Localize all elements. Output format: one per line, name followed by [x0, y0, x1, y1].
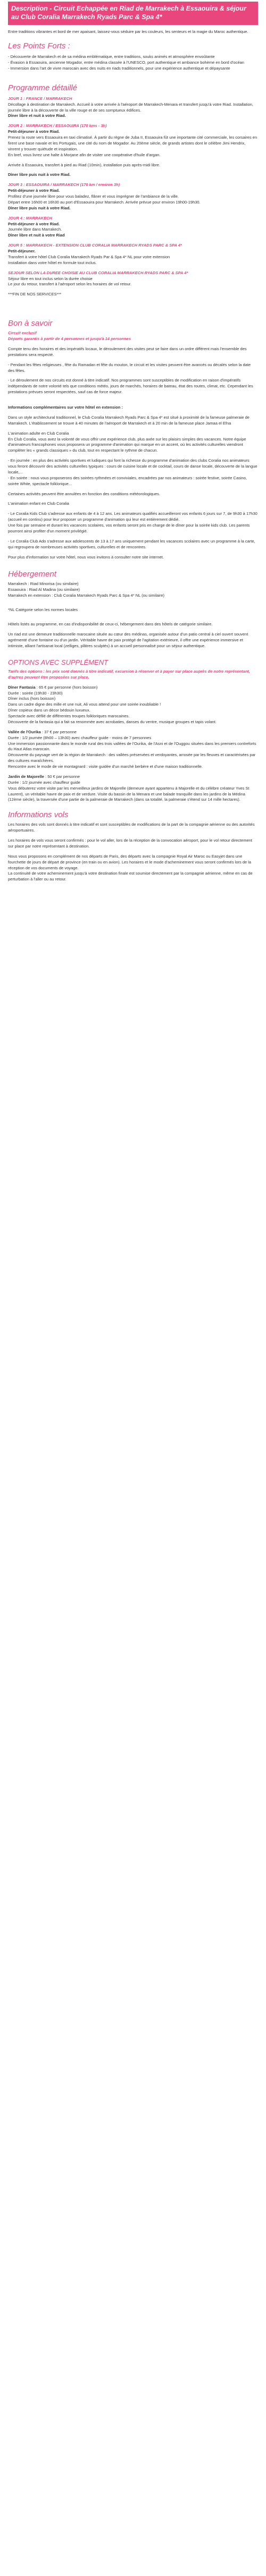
day-heading: JOUR 3 : ESSAOUIRA / MARRAKECH (170 km / environ 3h) — [8, 182, 120, 188]
option-text: Dans un cadre digne des mille et une nuit, Ali vous attend pour une soirée inoubliable ! — [8, 702, 161, 707]
option-price: : 50 € par personne — [44, 774, 80, 779]
day-text: Séjour libre en tout inclus selon la durée choisie — [8, 276, 93, 281]
option-text: Dîner inclus (hors boisson) — [8, 696, 56, 701]
options-title: OPTIONS AVEC SUPPLÉMENT — [8, 658, 109, 667]
lodging-item: Marrakech en extension : Club Coralia Marrakech Ryads Parc & Spa 4* NL (ou similaire) — [8, 593, 165, 598]
day-sub: Petit-déjeuner à votre Riad. — [8, 221, 60, 226]
info-text: Les horaires des vols sont donnés à titre indicatif et sont susceptibles de modifications de la part de la compagnie aérienne ou des autorités aéroportuaires. — [8, 822, 255, 833]
day-text: Décollage à destination de Marrakech. Accueil à votre arrivée à l'aéroport de Marrakech-Menara et transfert jusqu'à votre Riad. Installation, journée libre à la découverte de la ville rouge et de ses somptueux édifices. — [8, 101, 254, 113]
day-text: Journée libre dans Marrakech. — [8, 227, 62, 232]
day-meal: Dîner libre et nuit à votre Riad. — [8, 113, 66, 118]
option-text: Dîner copieux dans un décor bédouin luxueux. — [8, 708, 90, 713]
lodging-item: Essaouira : Riad Al Madina (ou similaire) — [8, 587, 80, 592]
option-text: Spectacle avec défilé de différentes troupes folkloriques marocaines. — [8, 714, 130, 719]
options-note: Tarifs des options : les prix sont donnés à titre indicatif, excursion à réserver et à payer sur place auprès de notre représentant, d'autres peuvent être proposées sur place. — [8, 668, 250, 680]
point-item: - Évasion à Essaouira, ancienne Mogador, entre médina classée à l'UNESCO, port authentique et ambiance bohème en bord d'océan — [8, 60, 244, 65]
option-text: Découverte du paysage vert de la région de Marrakech : des vallées préservées et verdoyantes, arrosée par les fleuves et caractérisées par des cultures maraîchères. — [8, 752, 256, 764]
point-item: - Découverte de Marrakech et de sa médina emblématique, entre traditions, souks animés et atmosphère envoûtante — [8, 54, 215, 60]
lodging-text: Hôtels listés au programme, en cas d'indisponibilité de ceux-ci, hébergement dans des hôtels de catégorie similaire. — [8, 621, 213, 626]
good-text: Compte tenu des horaires et des impératifs locaux, le déroulement des visites peut se faire dans un ordre différent mais l'ensemble des prestations sera respecté. — [8, 346, 247, 357]
program-title: Programme détaillé — [8, 83, 78, 92]
good-title: Bon à savoir — [8, 319, 53, 328]
option-title-line — [8, 774, 258, 780]
info-title: Informations vols — [8, 810, 69, 820]
good-heading: Circuit exclusif — [8, 331, 37, 336]
hotel-info-text: Une fois par semaine et durant les vacances scolaires, vos enfants seront pris en charge de le dîner pour la soirée kids club. Les parents pourront ainsi profiter d'un moment privilégié. — [8, 523, 250, 533]
hotel-info-text: Dans un style architectural traditionnel, le Club Coralia Marrakech Ryads Parc & Spa 4* est situé à proximité de la fameuse palmeraie de Marrakech. L'établissement se trouve à 40 minutes de l'aéroport de Marrakech et à 20 min de la fameuse place Jamaa el Efna — [8, 414, 250, 426]
info-text: Les horaires de vols vous seront confirmés : pour le vol aller, lors de la réception de la convocation aéroport, pour le vol retour directement sur place par notre représentant à destination. — [8, 838, 252, 849]
hotel-info-text: - En soirée : nous vous proposerons des soirées rythmées et conviviales, encadrées par nos animateurs : soirée festive, soirée Casino, soirée White, spectacle folklorique... — [8, 475, 247, 486]
hotel-info-text: En Club Coralia, vous avez la volonté de vous offrir une expérience club, plus axée sur les plaisirs simples des vacances. Notre équipe d'animateurs francophones vous proposera un programme d'animation qui marque en un accent, où les activités culturelles viendront compléter les « grands classiques » du club, tout en respectant le rythme de chacun. — [8, 436, 246, 453]
hotel-info-text: Pour plus d'information sur votre hôtel, nous vous invitons à consulter notre site internet. — [8, 554, 164, 560]
option-text: Vous débuterez votre visite par les merveilleux jardins de Majorelle (demeure ayant appartenu à Majorelle et du célèbre créateur Yves St Laurent), un véritable havre de paix et de verdure. Visite du bassin de la Menara et une balade tranquille dans les jardins de la Médina (12ème siècle), la traversée d'une partie de la palmeraie de Marrakech (dans sa totalité, la palmeraie s'étend sur 14 mille hectares). — [8, 785, 250, 802]
page-title: Description - Circuit Echappée en Riad de Marrakech à Essaouira & séjour au Club Coralia Marrakech Ryads Parc & Spa 4* — [8, 2, 258, 25]
option-text: Rencontre avec le mode de vie montagnard : visite guidée d'un marché berbère et d'une maison traditionnelle. — [8, 764, 203, 769]
page — [0, 0, 266, 883]
option-title-line — [8, 730, 258, 735]
day-sub: Petit-déjeuner. — [8, 249, 36, 253]
day-text: Profitez d'une journée libre pour vous baladez, flâner et vous imprégner de l'ambiance de la ville. — [8, 194, 179, 199]
day-text: En bref, vous livrez une halte à Morjane afin de visiter une coopérative d'huile d'argan. — [8, 152, 161, 157]
option-name: Jardin de Majorelle — [8, 774, 44, 779]
end-services: ***FIN DE NOS SERVICES*** — [8, 292, 62, 297]
hotel-info-section — [8, 395, 258, 560]
option-text: Durée : 1/2 journée avec chauffeur guide — [8, 779, 80, 785]
day-sub: Petit-déjeuner à votre Riad. — [8, 188, 60, 193]
day-text: Départ entre 16h00 et 16h30 au port d'Essaouira pour Marrakech. Arrivée prévue pour environ 19h00-19h30. — [8, 199, 201, 205]
points-title: Les Points Forts : — [8, 41, 70, 51]
program-section — [8, 72, 258, 298]
hotel-info-text: - Le Coralia Club Ado s'adresse aux adolescents de 13 à 17 ans uniquement pendant les vacances scolaires avec un programme à la carte, qui regroupera de nombreuses activités sportives, culturelles et de rencontres. — [8, 538, 255, 549]
day-heading: SEJOUR SELON LA DUREE CHOISIE AU CLUB CORALIA MARRAKECH RYADS PARC & SPA 4* — [8, 270, 188, 275]
good-sub: Départs garantis à partir de 4 personnes et jusqu'à 14 personnes — [8, 336, 131, 341]
day-text: Arrivée à Essaouira, transfert à pied au Riad (10min), installation puis après-midi libre. — [8, 162, 160, 167]
day-heading: JOUR 2 : MARRAKECH / ESSAOUIRA (170 kms - 3h) — [8, 123, 107, 129]
day-heading: JOUR 4 : MARRAKECH — [8, 215, 52, 221]
day-text: Transfert à votre hôtel Club Coralia Marrakech Ryads Par & Spa 4* NL pour votre extension — [8, 254, 170, 259]
hotel-info-text: L'animation enfant en Club Coralia — [8, 501, 69, 506]
good-text: - Pendant les fêtes religieuses , fête du Ramadan et fête du mouton, le circuit et les visites peuvent être avancés ou décalés selon la date des fêtes. — [8, 362, 251, 373]
point-item: - Immersion dans l'art de vivre marocain avec des nuits en riads traditionnels, pour une expérience authentique et dépaysante — [8, 65, 230, 71]
hotel-info-text: - Le Coralia Kids Club s'adresse aux enfants de 4 à 12 ans. Les animateurs qualifiés accueilleront vos enfants 6 jours sur 7, de 9h30 à 17h30 (accueil en continu) pour leur proposer un programme d'animation qui leur est entièrement dédié. — [8, 511, 257, 522]
lodging-item: Marrakech : Riad Minorisa (ou similaire) — [8, 581, 79, 587]
intro-text: Entre traditions vibrantes et bord de mer apaisant, laissez-vous séduire par les couleurs, les senteurs et la magie du Maroc authentique. — [8, 29, 248, 35]
day-sub: Petit-déjeuner à votre Riad. — [8, 129, 60, 134]
good-to-know-section — [8, 298, 258, 395]
day-meal: Dîner libre puis nuit à votre Riad. — [8, 205, 71, 210]
options-section — [8, 649, 258, 803]
option-title-line — [8, 685, 258, 691]
option-price: : 65 € par personne (hors boisson) — [35, 684, 98, 690]
lodging-text: Un riad est une demeure traditionnelle marocaine située au cœur des médinas, organisée autour d'un patio central à ciel ouvert souvent agrémenté d'une fontaine ou d'un jardin. Véritable havre de paix protégé de l'agitation extérieure, il offre une expérience immersive et intimiste, alliant l'artisanat local (zelliges, plâtres sculptés) à un accueil personnalisé pour un séjour authentique. — [8, 631, 248, 648]
intro-section — [8, 25, 258, 72]
hotel-info-text: - En journée : en plus des activités sportives et ludiques qui font la richesse du programme d'animation des clubs Coralia nos animateurs vous feront découvrir des activités culturelles typiques : cours de cuisine locale et de cocktail, cours de danse locale, découverte de la langue locale,... — [8, 458, 257, 474]
good-text: - Le déroulement de nos circuits est donné à titre indicatif. Nos programmes sont susceptibles de modification en raison d'impératifs indépendants de notre volonté tels que conditions météo, jours de marchés, horaires de bateau, état des routes, climat, etc. Cependant les prestations prévues seront respectées, sauf cas de force majeur. — [8, 378, 253, 395]
day-meal: Dîner libre puis nuit à votre Riad. — [8, 172, 71, 177]
info-text: La continuité de votre acheminement jusqu'à votre destination finale est soumise directement par la compagnie aérienne, même en cas de perturbation à l'aller ou au retour. — [8, 871, 253, 882]
hotel-info-heading: Informations complémentaires sur votre hôtel en extension : — [8, 405, 123, 410]
day-meal: Dîner libre et nuit à votre Riad — [8, 233, 65, 238]
day-text: Le jour du retour, transfert à l'aéroport selon les horaires de vol retour. — [8, 282, 131, 287]
flight-info-section — [8, 803, 258, 883]
lodging-title: Hébergement — [8, 570, 56, 579]
option-text: Durée : 1/2 journée (8h00 – 13h30) avec chauffeur guide - moins de 7 personnes — [8, 735, 152, 740]
option-text: Découverte de la fantasia qui a fait sa renommée avec acrobaties, danses du ventre, musique groupes et tapis volant. — [8, 719, 217, 724]
lodging-section — [8, 560, 258, 649]
option-name: Dîner Fantasia — [8, 684, 36, 690]
lodging-note: *NL Catégorie selon les normes locales — [8, 607, 78, 612]
option-text: Durée : soirée (19h30 - 23h30) — [8, 690, 63, 696]
hotel-info-text: Certaines activités peuvent être annulées en fonction des conditions météorologiques. — [8, 491, 161, 496]
day-text: Installation dans votre hôtel en formule tout inclus. — [8, 260, 97, 265]
option-text: Une immersion passionnante dans le monde rural des trois vallées de l'Ourika, de l'Asni et de l'Ouggou situées dans les premiers contreforts du Haut Atlas marocain. — [8, 741, 256, 752]
info-text: Nous vous proposons en complément de nos départs de Paris, des départs avec la compagnie Royal Air Maroc ou Easyjet dans une fourchette de jours de départ de province (en train ou en avion). Les horaires et le mode d'acheminement vous seront confirmés lors de la réception de vos documents de voyage. — [8, 853, 252, 870]
day-text: Prenez la route vers Essaouira en taxi climatisé. À partir du règne de Juba II, Essaouira fût une importante cité commerciale, les corsaires en firent une base navale et les Portugais, une cité du nom de Mogador. Au 20ème siècle, de grands artistes dont le célèbre Jimi Hendrix, vinrent y trouver quiétude et inspiration. — [8, 135, 257, 151]
option-name: Vallée de l'Ourika — [8, 729, 41, 734]
hotel-info-text: L'animation adulte en Club Coralia — [8, 430, 69, 436]
day-heading: JOUR 5 : MARRAKECH - EXTENSION CLUB CORALIA MARRAKECH RYADS PARC & SPA 4* — [8, 243, 182, 248]
day-heading: JOUR 1 : FRANCE / MARRAKECH — [8, 96, 72, 101]
option-price: : 37 € par personne — [40, 729, 77, 734]
